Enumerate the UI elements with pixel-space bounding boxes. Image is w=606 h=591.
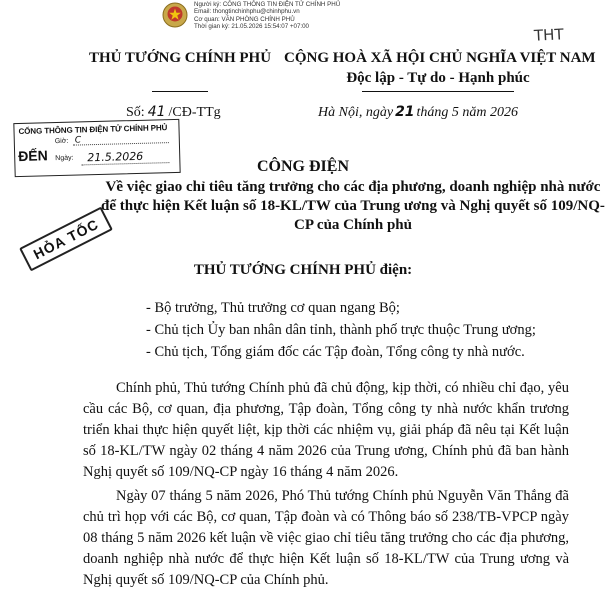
issue-date: [318, 104, 518, 121]
digital-signature-block: [194, 1, 340, 31]
body-paragraph: Chính phủ, Thủ tướng Chính phủ đã chủ động, kịp thời, có nhiều chỉ đạo, yêu cầu các Bộ, cơ quan, địa phương, Tập đoàn, Tổng công ty nhà nước khẩn trương triển khai thực hiện quyết liệt, kịp thời các nhiệm vụ, giải pháp đã nêu tại Kết luận số 18-KL/TW ngày 02 tháng 4 năm 2026 của Trung ương, Chính phủ đã ban hành Nghị quyết số 109/NQ-CP ngày 16 tháng 4 năm 2026.: [83, 380, 569, 480]
document-number-suffix: /CĐ-TTg: [168, 105, 221, 120]
received-stamp-organization: CỔNG THÔNG TIN ĐIỆN TỬ CHÍNH PHỦ: [18, 123, 168, 137]
recipient-item: - Bộ trưởng, Thủ trưởng cơ quan ngang Bộ;: [146, 300, 400, 316]
recipient-item: - Chủ tịch, Tổng giám đốc các Tập đoàn, Tổng công ty nhà nước.: [146, 344, 525, 360]
received-stamp-date-value: 21.5.2026: [87, 149, 144, 165]
document-number-prefix: Số:: [126, 105, 145, 120]
motto-underline: [362, 91, 514, 92]
issue-date-prefix: Hà Nội, ngày: [318, 105, 394, 120]
received-stamp-number-value: C: [74, 135, 82, 146]
national-emblem-icon: [162, 2, 188, 28]
urgent-stamp: HỎA TỐC: [19, 207, 113, 272]
handwritten-initials: THT: [533, 25, 565, 45]
signature-organization: Cơ quan: VĂN PHÒNG CHÍNH PHỦ: [194, 15, 295, 23]
received-stamp-word: ĐẾN: [17, 147, 48, 165]
signature-email: Email: thongtinchinhphu@chinhphu.vn: [194, 8, 300, 16]
recipient-list: [146, 297, 536, 363]
national-motto: Độc lập - Tự do - Hạnh phúc: [346, 70, 530, 86]
document-number-value: 41: [147, 104, 166, 120]
issuing-agency: THỦ TƯỚNG CHÍNH PHỦ: [88, 50, 272, 66]
pm-heading: THỦ TƯỚNG CHÍNH PHỦ điện:: [193, 262, 413, 278]
agency-underline: [152, 91, 208, 92]
national-title: CỘNG HOÀ XÃ HỘI CHỦ NGHĨA VIỆT NAM: [284, 50, 596, 66]
received-stamp-number-line: [73, 142, 169, 146]
issue-date-day: 21: [395, 104, 415, 120]
signature-timestamp: Thời gian ký: 21.05.2026 15:54:07 +07:00: [194, 23, 310, 31]
received-stamp-date-label: Ngày:: [55, 154, 74, 163]
received-stamp-number-label: Giờ:: [54, 137, 69, 146]
body-paragraph: Ngày 07 tháng 5 năm 2026, Phó Thủ tướng Chính phủ Nguyễn Văn Thắng đã chủ trì họp với các Bộ, cơ quan, Tập đoàn và có Thông báo số 238/TB-VPCP ngày 08 tháng 5 năm 2026 kết luận về việc giao chỉ tiêu tăng trưởng cho các địa phương, doanh nghiệp nhà nước để thực hiện Kết luận số 18-KL/TW của Trung ương và Nghị quyết số 109/NQ-CP của Chính phủ.: [83, 488, 569, 588]
signature-signer: Người ký: CÔNG THÔNG TIN ĐIỆN TỬ CHÍNH PHỦ: [194, 1, 341, 8]
document-subject: Về việc giao chỉ tiêu tăng trưởng cho các địa phương, doanh nghiệp nhà nước để thực hiện Kết luận số 18-KL/TW của Trung ương và Nghị quyết số 109/NQ-CP của Chính phủ: [101, 179, 605, 233]
recipient-item: - Chủ tịch Ủy ban nhân dân tỉnh, thành phố trực thuộc Trung ương;: [146, 322, 536, 338]
issue-date-suffix: tháng 5 năm 2026: [416, 105, 519, 120]
document-title: CÔNG ĐIỆN: [256, 158, 349, 175]
